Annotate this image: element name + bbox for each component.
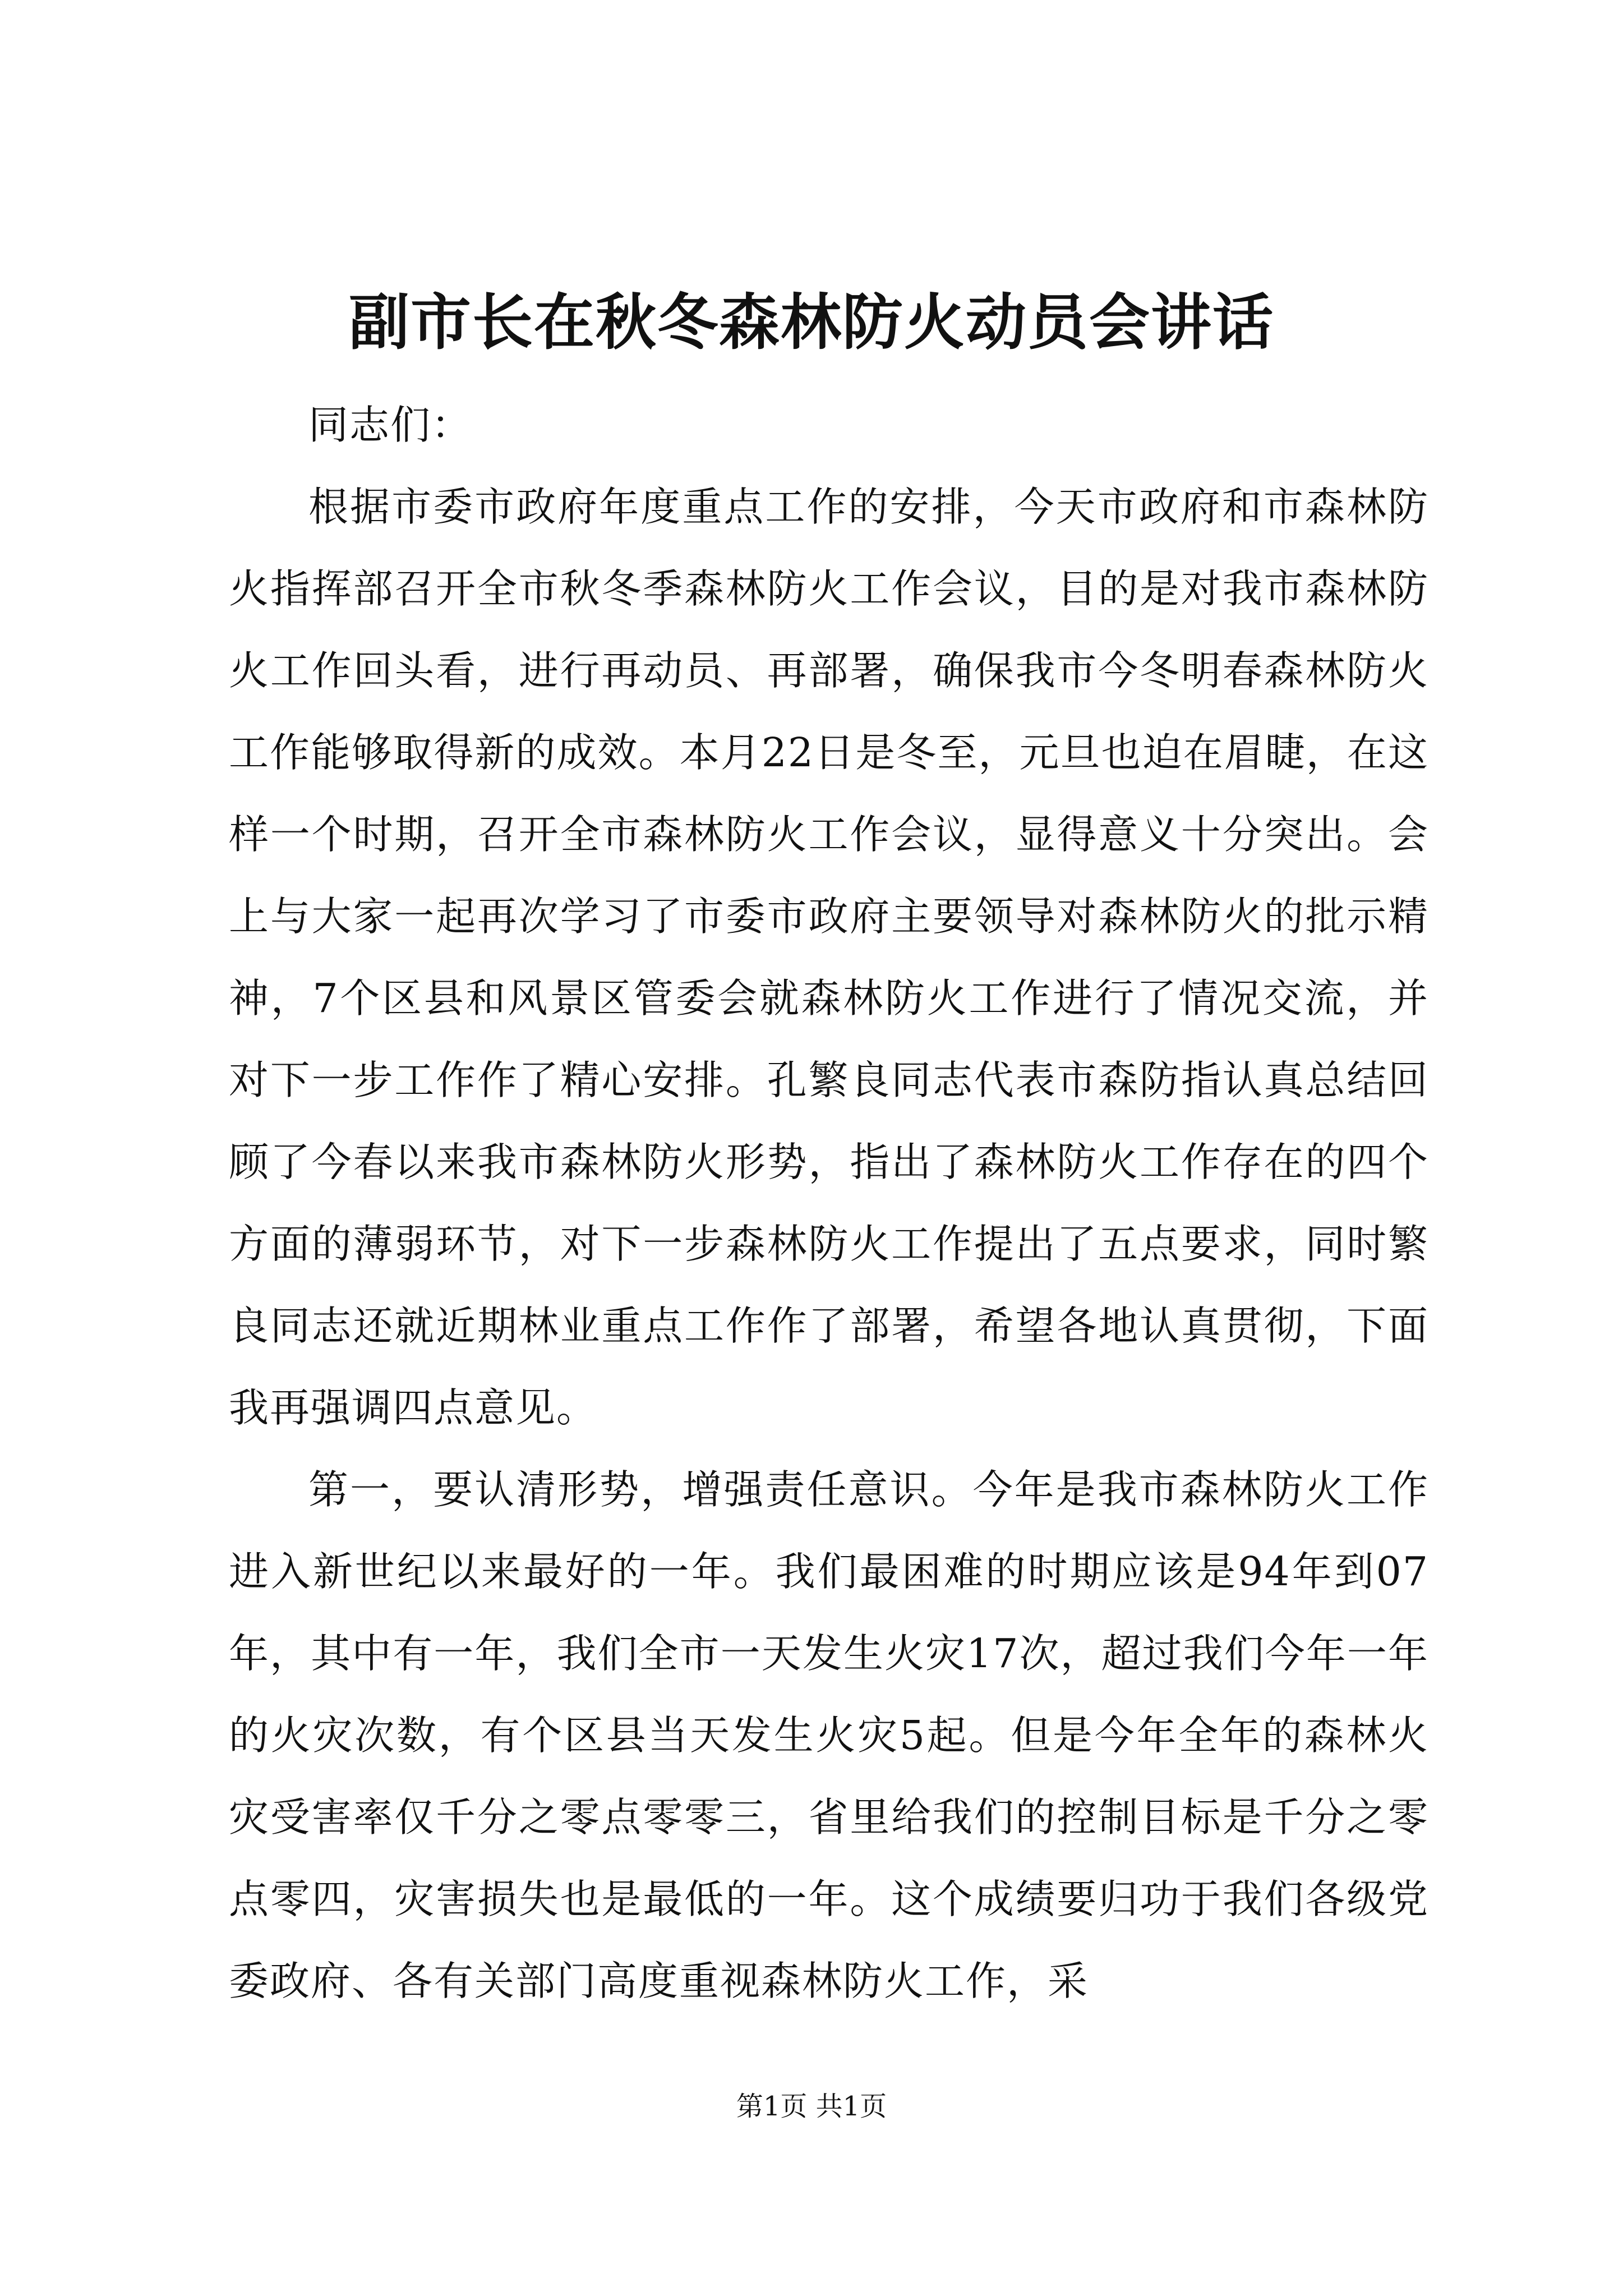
document-title: 副市长在秋冬森林防火动员会讲话	[348, 287, 1274, 358]
paragraph-1: 根据市委市政府年度重点工作的安排，今天市政府和市森林防火指挥部召开全市秋冬季森林防火工作会议，目的是对我市森林防火工作回头看，进行再动员、再部署，确保我市今冬明春森林防火工作能够取得新的成效。本月22日是冬至，元旦也迫在眉睫，在这样一个时期，召开全市森林防火工作会议，显得意义十分突出。会上与大家一起再次学习了市委市政府主要领导对森林防火的批示精神，7个区县和风景区管委会就森林防火工作进行了情况交流，并对下一步工作作了精心安排。孔繁良同志代表市森防指认真总结回顾了今春以来我市森林防火形势，指出了森林防火工作存在的四个方面的薄弱环节，对下一步森林防火工作提出了五点要求，同时繁良同志还就近期林业重点工作作了部署，希望各地认真贯彻，下面我再强调四点意见。	[229, 484, 1429, 1431]
page-footer: 第1页 共1页	[736, 2091, 887, 2122]
salutation: 同志们：	[308, 402, 473, 448]
document-body	[229, 384, 1429, 2022]
paragraph-2: 第一，要认清形势，增强责任意识。今年是我市森林防火工作进入新世纪以来最好的一年。我们最困难的时期应该是94年到07年，其中有一年，我们全市一天发生火灾17次，超过我们今年一年的火灾次数，有个区县当天发生火灾5起。但是今年全年的森林火灾受害率仅千分之零点零零三，省里给我们的控制目标是千分之零点零四，灾害损失也是最低的一年。这个成绩要归功于我们各级党委政府、各有关部门高度重视森林防火工作，采	[229, 1466, 1429, 2004]
